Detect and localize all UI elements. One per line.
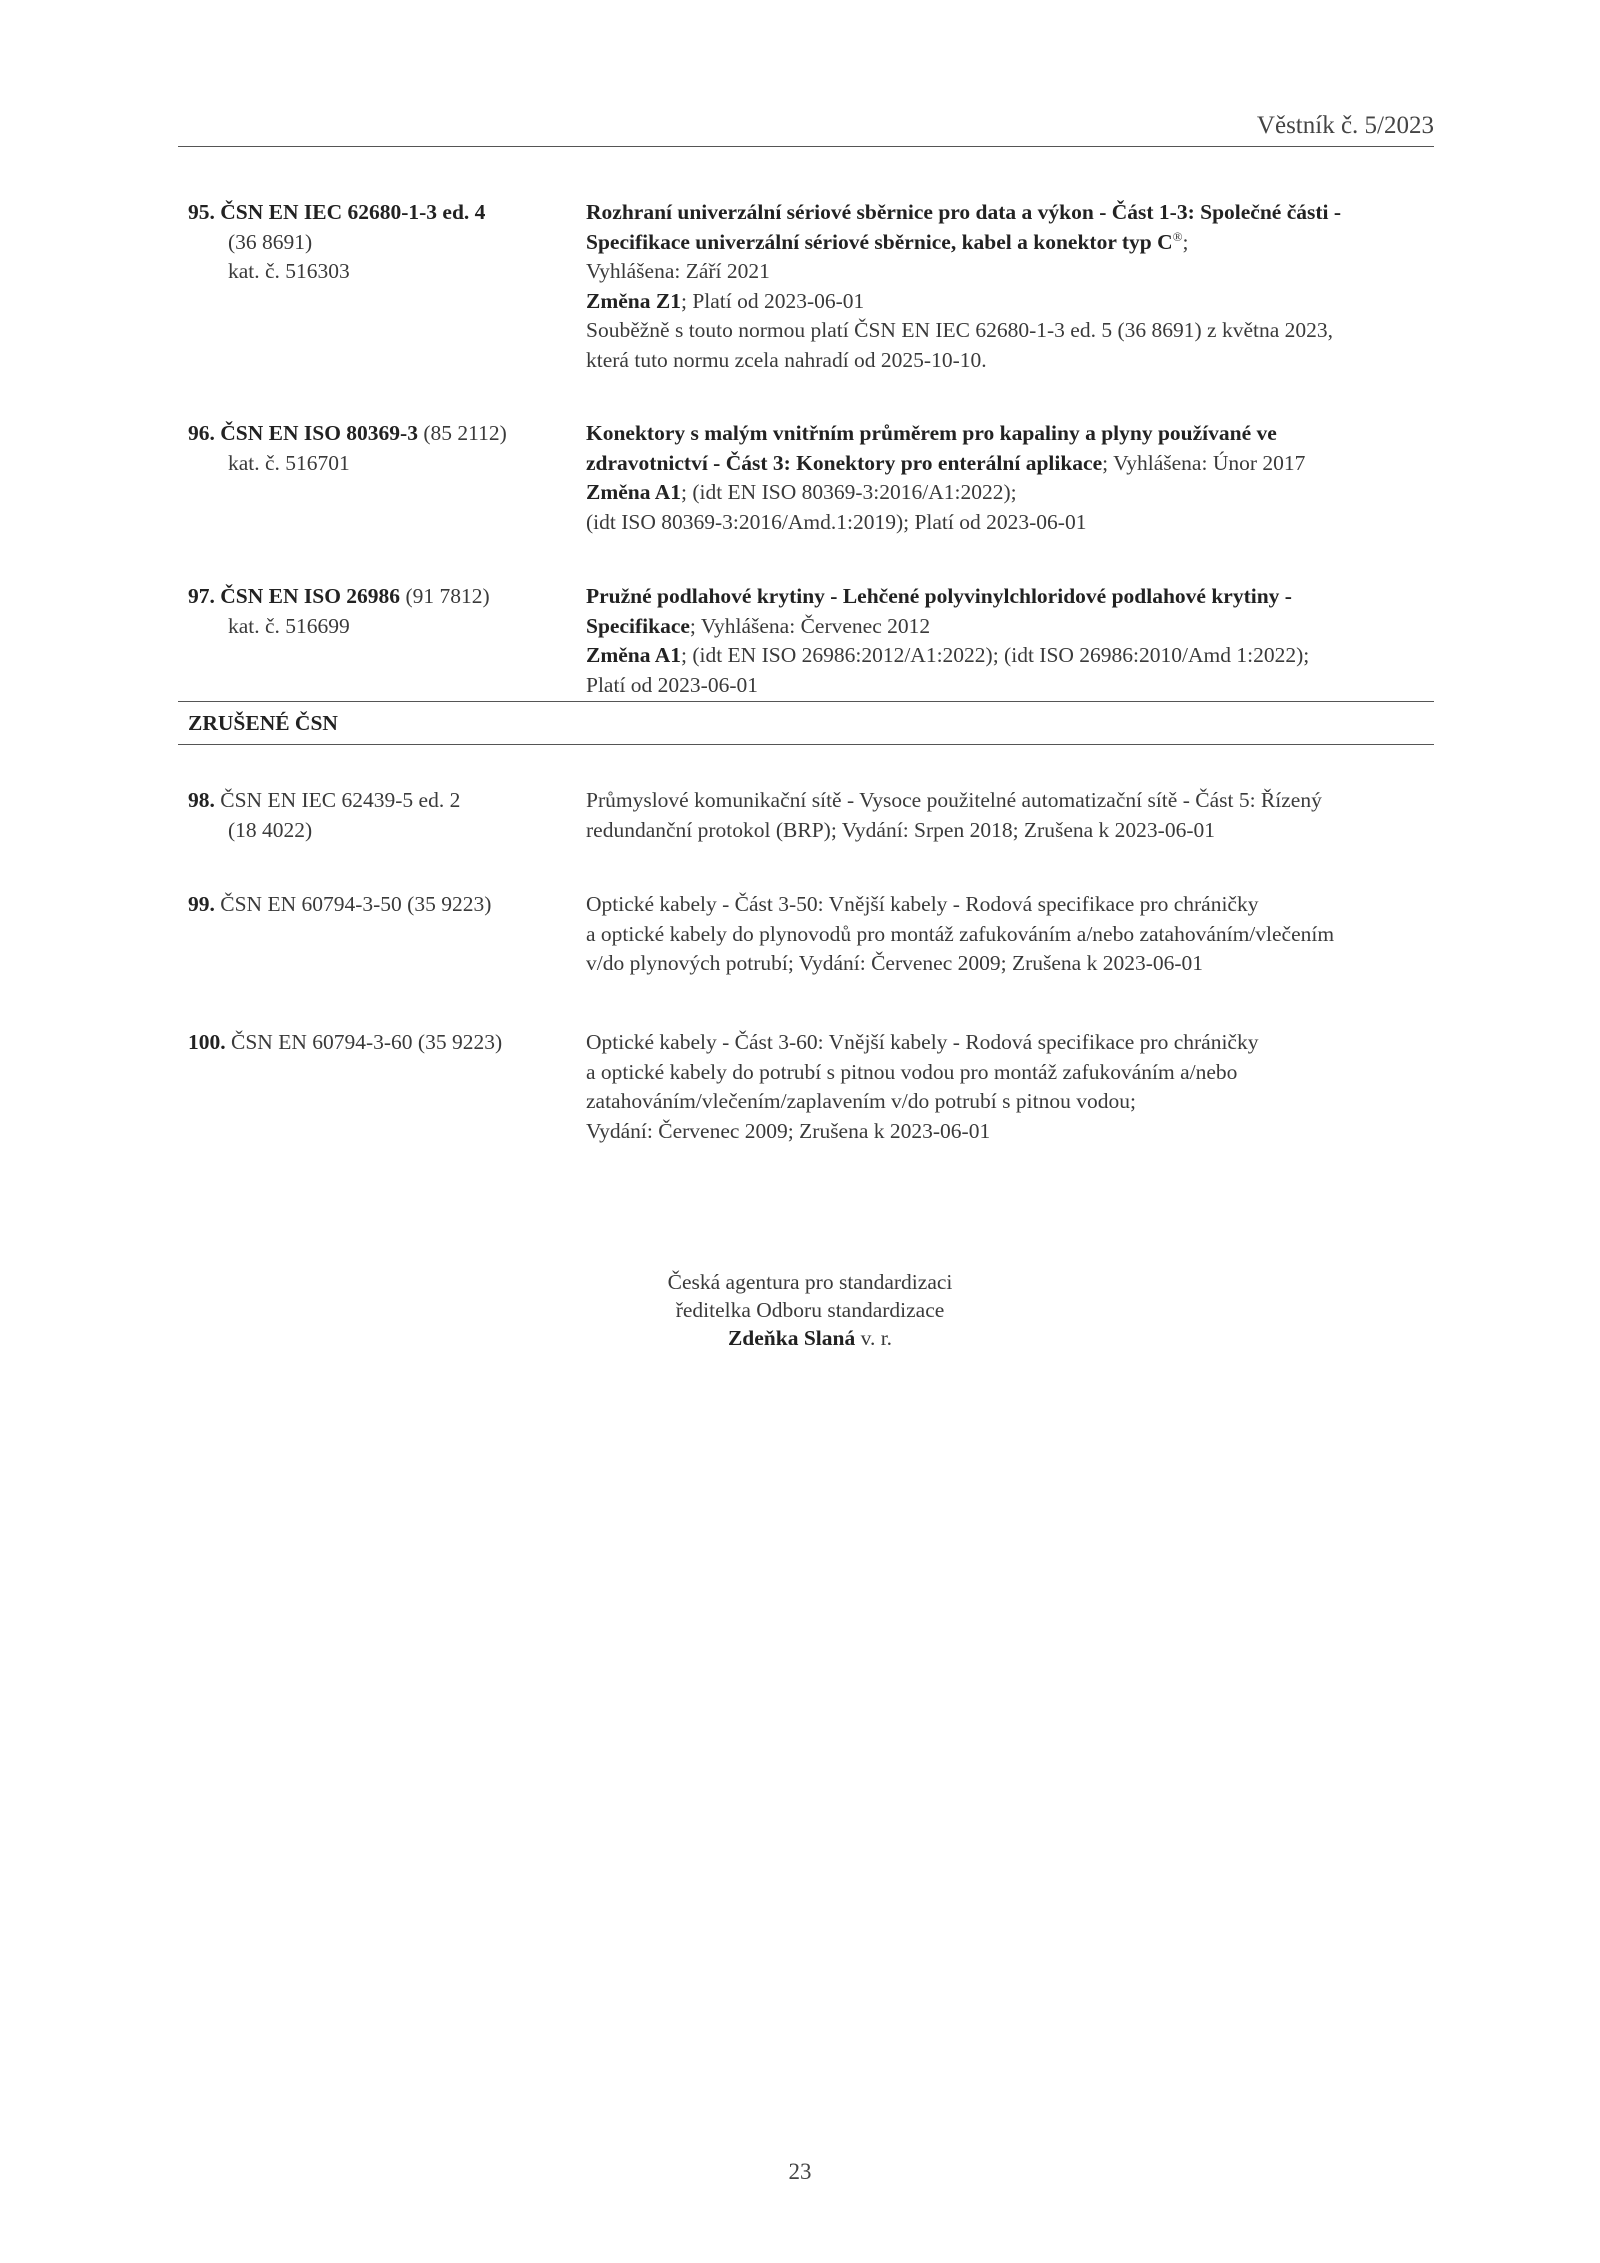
entry-number: 99.: [188, 892, 215, 916]
page-header: [178, 112, 1434, 147]
entry-number: 96.: [188, 421, 215, 445]
bulletin-title: Věstník č. 5/2023: [1256, 112, 1434, 139]
entry-description: [586, 419, 1446, 537]
entry-class: (36 8691): [228, 229, 313, 254]
entry-identifier: [188, 419, 578, 478]
signature-role: ředitelka Odboru standardizace: [675, 1298, 945, 1322]
entry-title-line: Specifikace univerzální sériové sběrnice, kabel a konektor typ C: [586, 229, 1173, 254]
entry-line: Optické kabely - Část 3-60: Vnější kabely - Rodová specifikace pro chráničky: [586, 1030, 1259, 1054]
entry-code: ČSN EN ISO 26986: [220, 584, 401, 608]
entry-line: zatahováním/vlečením/zaplavením v/do potrubí s pitnou vodou;: [586, 1089, 1136, 1113]
entry-announced: ; Vyhlášena: Červenec 2012: [689, 613, 931, 638]
entry-line: Vydání: Červenec 2009; Zrušena k 2023-06-01: [586, 1118, 991, 1143]
entry-line: a optické kabely do potrubí s pitnou vodou pro montáž zafukováním a/nebo: [586, 1059, 1238, 1084]
entry-note: která tuto normu zcela nahradí od 2025-10-10.: [586, 347, 987, 372]
entry-description: [586, 198, 1446, 375]
entry-description: [586, 890, 1446, 979]
entry-class: (85 2112): [417, 421, 507, 445]
change-text-line2: Platí od 2023-06-01: [586, 672, 758, 697]
change-text: ; (idt EN ISO 80369-3:2016/A1:2022);: [680, 480, 1017, 504]
entry-line: Optické kabely - Část 3-50: Vnější kabely - Rodová specifikace pro chráničky: [586, 892, 1259, 916]
signature-suffix: v. r.: [855, 1326, 893, 1350]
change-text: ; Platí od 2023-06-01: [680, 288, 865, 313]
change-label: Změna A1: [586, 480, 681, 504]
change-text-line2: (idt ISO 80369-3:2016/Amd.1:2019); Platí od 2023-06-01: [586, 509, 1087, 534]
entry-code: ČSN EN IEC 62439-5 ed. 2: [214, 788, 461, 812]
entry-description: [586, 1028, 1446, 1146]
entry-catalog: kat. č. 516699: [228, 613, 350, 638]
entry-identifier: [188, 1028, 578, 1058]
page-number: 23: [788, 2159, 812, 2184]
entry-code: ČSN EN ISO 80369-3: [220, 421, 418, 445]
entry-identifier: [188, 582, 578, 641]
change-label: Změna Z1: [586, 288, 681, 313]
entry-number: 95.: [188, 200, 215, 224]
entry-identifier: [188, 786, 578, 845]
section-cancelled: [178, 701, 1434, 745]
entry-catalog: kat. č. 516303: [228, 259, 350, 283]
entry-code: ČSN EN 60794-3-50 (35 9223): [214, 892, 492, 916]
entry-title-line: Rozhraní univerzální sériové sběrnice pro data a výkon - Část 1-3: Společné části -: [586, 200, 1342, 224]
entry-title-end: ;: [1182, 229, 1189, 254]
registered-mark: ®: [1172, 228, 1183, 244]
entry-identifier: [188, 890, 578, 920]
entry-note: Souběžně s touto normou platí ČSN EN IEC 62680-1-3 ed. 5 (36 8691) z května 2023,: [586, 318, 1334, 342]
entry-class: (91 7812): [400, 584, 490, 608]
entry-line: redundanční protokol (BRP); Vydání: Srpen 2018; Zrušena k 2023-06-01: [586, 817, 1215, 842]
entry-code: ČSN EN 60794-3-60 (35 9223): [225, 1030, 503, 1054]
entry-code: ČSN EN IEC 62680-1-3 ed. 4: [220, 200, 486, 224]
signature-block: [560, 1268, 1060, 1352]
entry-line: a optické kabely do plynovodů pro montáž zafukováním a/nebo zatahováním/vlečením: [586, 921, 1335, 946]
entry-catalog: kat. č. 516701: [228, 450, 350, 475]
entry-number: 98.: [188, 788, 215, 812]
signature-org: Česká agentura pro standardizaci: [667, 1270, 953, 1294]
entry-title-line: Pružné podlahové krytiny - Lehčené polyvinylchloridové podlahové krytiny -: [586, 584, 1292, 608]
entry-line: Průmyslové komunikační sítě - Vysoce použitelné automatizační sítě - Část 5: Řízený: [586, 788, 1322, 812]
entry-announced: ; Vyhlášena: Únor 2017: [1102, 450, 1306, 475]
entry-title-line: Konektory s malým vnitřním průměrem pro kapaliny a plyny používané ve: [586, 421, 1277, 445]
entry-title-line: zdravotnictví - Část 3: Konektory pro enterální aplikace: [586, 450, 1103, 475]
entry-title-line: Specifikace: [586, 613, 690, 638]
entry-identifier: [188, 198, 578, 287]
entry-class: (18 4022): [228, 817, 313, 842]
entry-description: [586, 582, 1446, 700]
signature-name: Zdeňka Slaná: [727, 1326, 856, 1350]
entry-announced: Vyhlášena: Září 2021: [586, 259, 770, 283]
entry-description: [586, 786, 1446, 845]
entry-number: 100.: [188, 1030, 226, 1054]
entry-line: v/do plynových potrubí; Vydání: Červenec 2009; Zrušena k 2023-06-01: [586, 951, 1204, 975]
change-text: ; (idt EN ISO 26986:2012/A1:2022); (idt ISO 26986:2010/Amd 1:2022);: [680, 643, 1310, 667]
section-title: ZRUŠENÉ ČSN: [188, 711, 338, 735]
entry-number: 97.: [188, 584, 215, 608]
change-label: Změna A1: [586, 643, 681, 667]
